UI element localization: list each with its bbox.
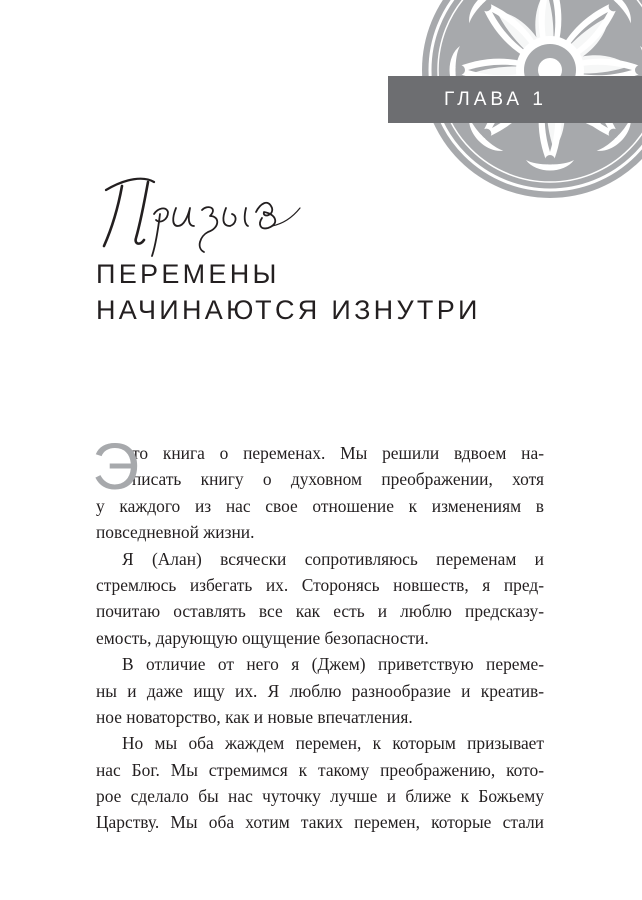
drop-cap: Э bbox=[92, 429, 140, 503]
body-line: Но мы оба жаждем перемен, к которым призывает bbox=[122, 733, 544, 754]
body-line: Я (Алан) всячески сопротивляюсь переменам и bbox=[122, 548, 544, 569]
body-line: ное новаторство, как и новые впечатления. bbox=[96, 706, 413, 727]
body-line: стремлюсь избегать их. Сторонясь новшеств, я пред- bbox=[96, 574, 544, 595]
chapter-script-title bbox=[96, 168, 306, 258]
subtitle-line-2: НАЧИНАЮТСЯ ИЗНУТРИ bbox=[96, 295, 481, 325]
body-line: емость, дарующую ощущение безопасности. bbox=[96, 627, 429, 648]
body-line: ны и даже ищу их. Я люблю разнообразие и креатив- bbox=[96, 680, 544, 701]
body-line: В отличие от него я (Джем) приветствую переме- bbox=[122, 654, 544, 675]
chapter-subtitle bbox=[96, 256, 481, 328]
chapter-band bbox=[388, 76, 642, 123]
script-title-text: Призыв bbox=[96, 168, 100, 169]
body-line: почитаю оставлять все как есть и люблю предсказу- bbox=[96, 601, 544, 622]
body-line: повседневной жизни. bbox=[96, 522, 255, 543]
body-line: писать книгу о духовном преображении, хотя bbox=[132, 469, 544, 490]
subtitle-line-1: ПЕРЕМЕНЫ bbox=[96, 259, 280, 289]
body-line: рое сделало бы нас чуточку лучше и ближе к Божьему bbox=[96, 786, 544, 807]
body-text bbox=[92, 429, 544, 836]
chapter-label: ГЛАВА 1 bbox=[444, 88, 547, 110]
body-line: то книга о переменах. Мы решили вдвоем на- bbox=[132, 443, 544, 463]
body-line: Царству. Мы оба хотим таких перемен, которые стали bbox=[96, 812, 544, 833]
body-line: у каждого из нас свое отношение к изменениям в bbox=[96, 495, 544, 516]
body-lines bbox=[96, 440, 544, 836]
body-line: нас Бог. Мы стремимся к такому преображению, кото- bbox=[96, 759, 544, 780]
